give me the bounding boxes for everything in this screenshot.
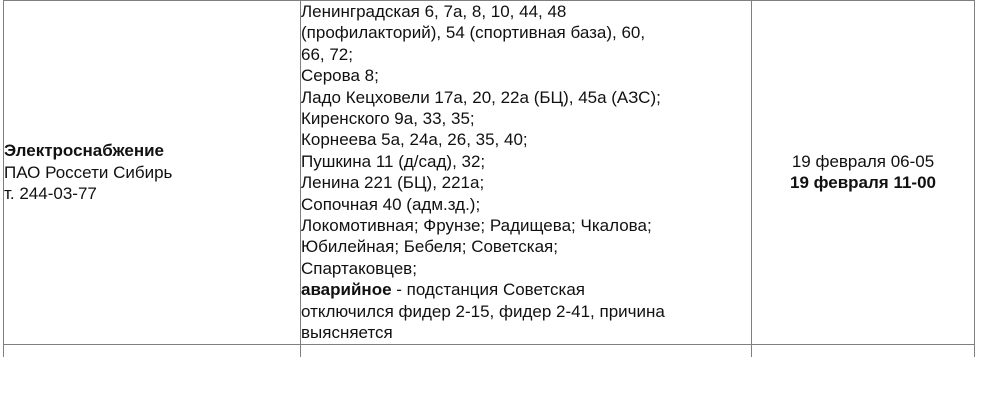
addresses-cell <box>301 1 752 345</box>
address-line: Киренского 9а, 33, 35; <box>301 109 475 129</box>
address-line: Серова 8; <box>301 66 379 86</box>
service-title: Электроснабжение <box>4 141 164 161</box>
address-line: Юбилейная; Бебеля; Советская; <box>301 237 558 257</box>
outage-row <box>4 1 975 345</box>
address-line: Пушкина 11 (д/сад), 32; <box>301 151 486 171</box>
address-line: Корнеева 5а, 24а, 26, 35, 40; <box>301 130 528 150</box>
emergency-text: выясняется <box>301 323 393 343</box>
emergency-label: аварийное <box>301 280 392 300</box>
address-line: Локомотивная; Фрунзе; Радищева; Чкалова; <box>301 216 652 236</box>
time-cell <box>752 1 975 345</box>
address-line: Сопочная 40 (адм.зд.); <box>301 194 481 214</box>
emergency-text: отключился фидер 2-15, фидер 2-41, причина <box>301 301 665 321</box>
next-row-cell <box>4 344 301 357</box>
next-row-cell <box>752 344 975 357</box>
next-row-cell <box>301 344 752 357</box>
service-cell <box>4 1 301 345</box>
address-line: Спартаковцев; <box>301 258 417 278</box>
emergency-text: - подстанция Советская <box>391 280 585 300</box>
service-phone: т. 244-03-77 <box>4 183 97 203</box>
emergency-line <box>301 279 751 300</box>
outage-start: 19 февраля 06-05 <box>791 151 935 171</box>
outage-end: 19 февраля 11-00 <box>789 173 936 193</box>
address-line: Ленина 221 (БЦ), 221а; <box>301 173 485 193</box>
service-provider: ПАО Россети Сибирь <box>4 162 173 182</box>
address-line: Ладо Кецховели 17а, 20, 22а (БЦ), 45а (АЗС); <box>301 87 661 107</box>
address-line: 66, 72; <box>301 44 353 64</box>
address-line: (профилакторий), 54 (спортивная база), 60, <box>301 23 646 43</box>
next-row <box>4 344 975 357</box>
outage-table <box>3 0 975 357</box>
address-line: Ленинградская 6, 7а, 8, 10, 44, 48 <box>301 2 567 21</box>
